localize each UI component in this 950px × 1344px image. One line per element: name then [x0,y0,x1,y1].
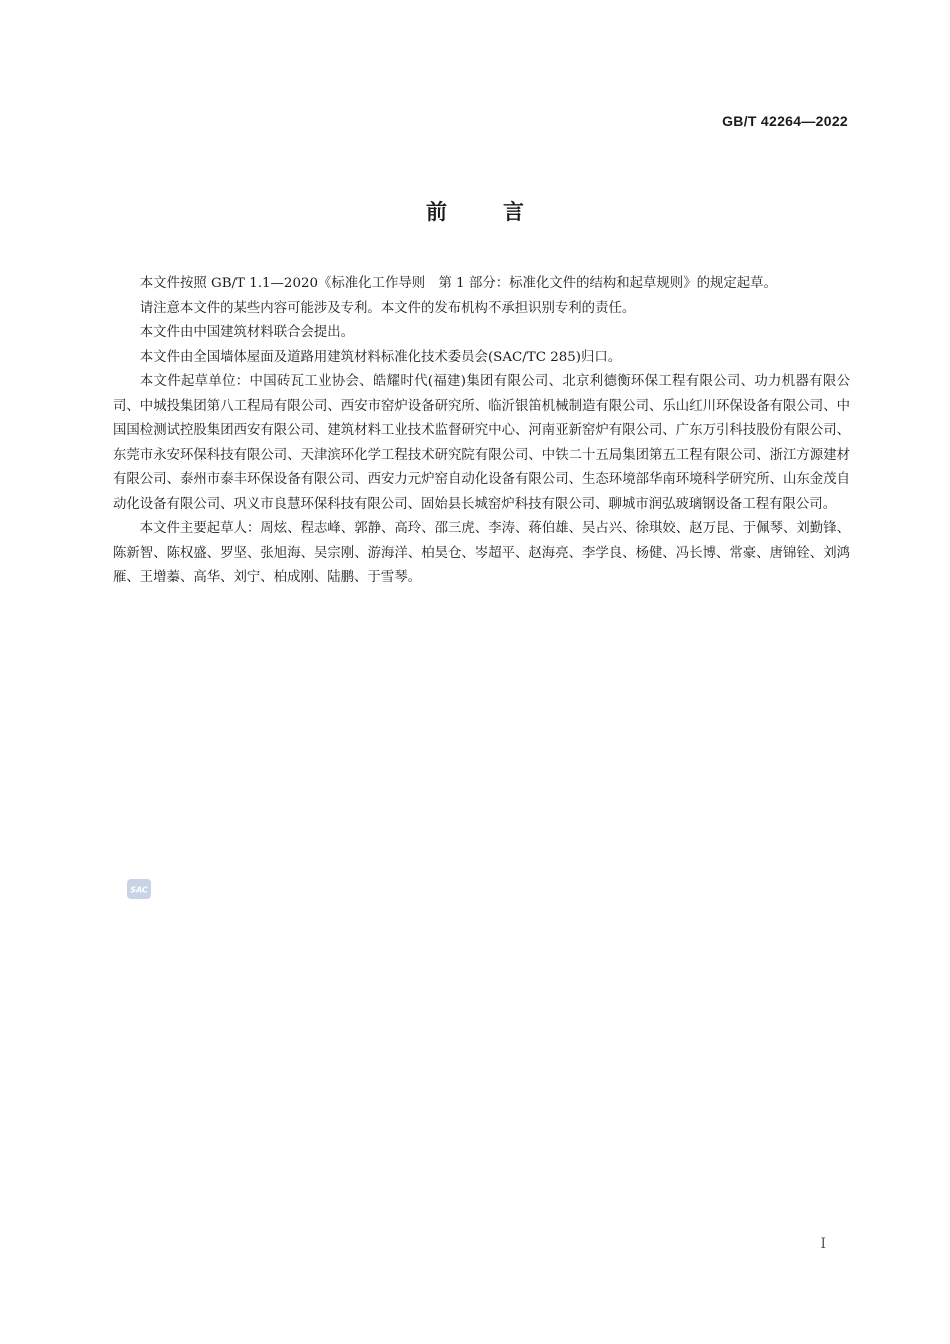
paragraph-committee: 本文件由全国墙体屋面及道路用建筑材料标准化技术委员会(SAC/TC 285)归口。 [139,349,622,365]
standard-number: GB/T 42264—2022 [722,113,848,129]
paragraph-proposer: 本文件由中国建筑材料联合会提出。 [139,325,355,340]
paragraph-drafting-units: 本文件起草单位：中国砖瓦工业协会、皓耀时代(福建)集团有限公司、北京利德衡环保工程有限公司、功力机器有限公司、中城投集团第八工程局有限公司、西安市窑炉设备研究所、临沂银笛机械制造有限公司、乐山红川环保设备有限公司、中国国检测试控股集团西安有限公司、建筑材料工业技术监督研究中心、河南亚新窑炉有限公司、广东万引科技股份有限公司、东莞市永安环保科技有限公司、天津滨环化学工程技术研究院有限公司、中铁二十五局集团第五工程有限公司、浙江方源建材有限公司、泰州市泰丰环保设备有限公司、西安力元炉窑自动化设备有限公司、生态环境部华南环境科学研究所、山东金茂自动化设备有限公司、巩义市良慧环保科技有限公司、固始县长城窑炉科技有限公司、聊城市润弘玻璃钢设备工程有限公司。 [113,374,850,512]
page-number: I [820,1236,826,1252]
sac-watermark-text: SAC [130,885,148,895]
sac-watermark-logo [126,876,152,902]
foreword-body [113,272,850,591]
paragraph-patent-notice: 请注意本文件的某些内容可能涉及专利。本文件的发布机构不承担识别专利的责任。 [139,300,636,316]
paragraph-drafting-rules: 本文件按照 GB/T 1.1—2020《标准化工作导则 第 1 部分：标准化文件的结构和起草规则》的规定起草。 [139,276,777,291]
page-title: 前言 [426,200,580,224]
paragraph-drafters: 本文件主要起草人：周炫、程志峰、郭静、高玲、邵三虎、李涛、蒋伯雄、吴占兴、徐琪姣、赵万昆、于佩琴、刘勤锋、陈新智、陈权盛、罗坚、张旭海、吴宗刚、游海洋、柏昊仓、岑超平、赵海亮、李学良、杨健、冯长博、常豪、唐锦铨、刘鸿雁、王增蓁、高华、刘宁、柏成刚、陆鹏、于雪琴。 [113,521,850,585]
